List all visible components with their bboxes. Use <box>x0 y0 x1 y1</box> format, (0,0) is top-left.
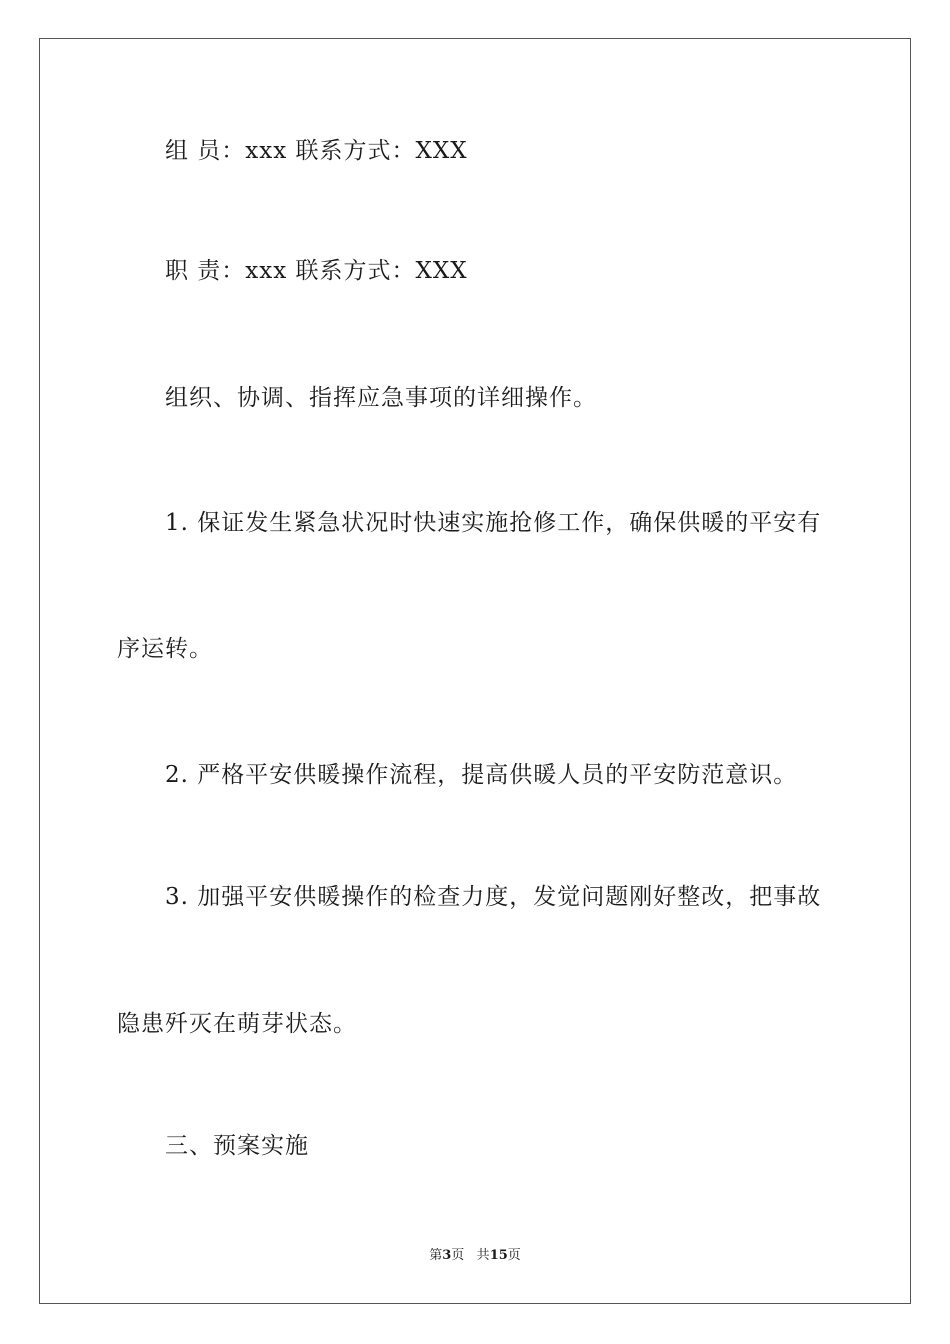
item-1-line-1: 1. 保证发生紧急状况时快速实施抢修工作，确保供暖的平安有 <box>165 510 822 536</box>
item-3-line-1: 3. 加强平安供暖操作的检查力度，发觉问题刚好整改，把事故 <box>165 884 822 910</box>
section-heading: 三、预案实施 <box>165 1133 309 1159</box>
footer-page-number: 3 <box>442 1248 452 1263</box>
footer-total-suffix: 页 <box>507 1248 521 1263</box>
page-footer <box>0 1247 950 1265</box>
page-frame <box>39 38 911 1304</box>
member-line: 组 员：xxx 联系方式：XXX <box>165 138 468 164</box>
footer-total-prefix: 共 <box>476 1248 490 1263</box>
footer-total-number: 15 <box>489 1248 508 1263</box>
item-3-line-2: 隐患歼灭在萌芽状态。 <box>117 1011 357 1037</box>
duty-line: 职 责：xxx 联系方式：XXX <box>165 258 468 284</box>
item-1-line-2: 序运转。 <box>117 636 213 662</box>
item-2: 2. 严格平安供暖操作流程，提高供暖人员的平安防范意识。 <box>165 762 798 788</box>
footer-page-suffix: 页 <box>451 1248 465 1263</box>
paragraph-organize: 组织、协调、指挥应急事项的详细操作。 <box>165 385 597 411</box>
footer-page-prefix: 第 <box>429 1248 443 1263</box>
